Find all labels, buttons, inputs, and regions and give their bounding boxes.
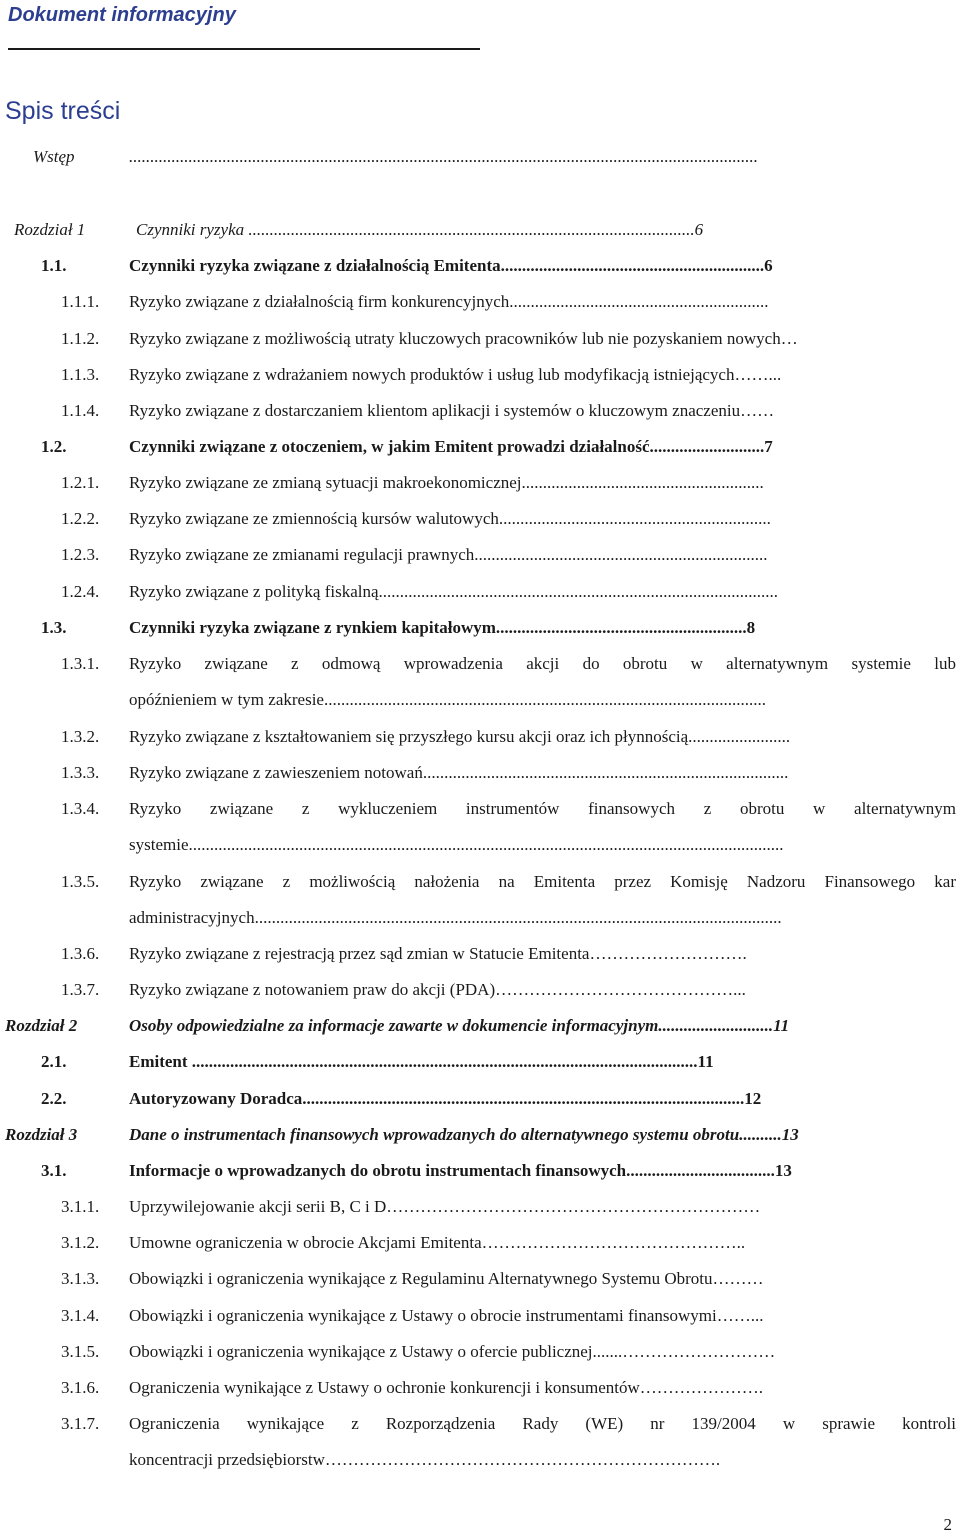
header-divider <box>8 48 480 50</box>
toc-entry-text-continued: systemie............................................................................................................................................ <box>129 835 784 854</box>
toc-entry-text: .................................................................................................................................................... <box>129 147 758 166</box>
toc-entry-text: Ryzyko związane z możliwością nałożenia na Emitenta przez Komisję Nadzoru Finansowego kar <box>129 872 956 891</box>
toc-entry-text: Ryzyko związane z polityką fiskalną.............................................................................................. <box>129 582 779 601</box>
toc-entry-text: Ryzyko związane ze zmianami regulacji prawnych..................................................................... <box>129 545 768 564</box>
toc-entry[interactable] <box>0 254 960 290</box>
toc-entry-number: 1.2. <box>41 437 67 456</box>
toc-entry-text: Czynniki ryzyka związane z rynkiem kapitałowym...........................................................8 <box>129 618 756 637</box>
toc-entry[interactable] <box>0 1159 960 1195</box>
toc-entry-text: Ryzyko związane z wdrażaniem nowych produktów i usług lub modyfikacją istniejących……... <box>129 365 782 384</box>
toc-entry[interactable] <box>0 1014 960 1050</box>
toc-entry[interactable] <box>0 870 960 927</box>
toc-entry-number: 3.1.5. <box>61 1342 100 1361</box>
toc-entry-text: Autoryzowany Doradca........................................................................................................12 <box>129 1089 762 1108</box>
toc-entry[interactable] <box>0 1087 960 1123</box>
toc-entry-number: 3.1.7. <box>61 1414 100 1433</box>
toc-entry-text: Ryzyko związane z kształtowaniem się przyszłego kursu akcji oraz ich płynnością........................ <box>129 727 791 746</box>
toc-entry-text: Ryzyko związane z odmową wprowadzenia akcji do obrotu w alternatywnym systemie lub <box>129 654 956 673</box>
document-header: Dokument informacyjny <box>8 4 236 26</box>
toc-entry[interactable] <box>0 978 960 1014</box>
toc-entry-text: Dane o instrumentach finansowych wprowadzanych do alternatywnego systemu obrotu..........13 <box>129 1125 799 1144</box>
toc-entry-text: Ryzyko związane z notowaniem praw do akcji (PDA)……………………………………... <box>129 980 746 999</box>
toc-title: Spis treści <box>5 97 121 125</box>
toc-entry[interactable] <box>0 507 960 543</box>
toc-entry[interactable] <box>0 1231 960 1267</box>
toc-entry-number: 1.1.2. <box>61 329 100 348</box>
toc-entry[interactable] <box>0 1123 960 1159</box>
toc-entry-text-continued: opóźnieniem w tym zakresie........................................................................................................ <box>129 690 766 709</box>
toc-entry-text: Emitent .......................................................................................................................11 <box>129 1052 714 1071</box>
toc-entry-text: Obowiązki i ograniczenia wynikające z Regulaminu Alternatywnego Systemu Obrotu……… <box>129 1269 764 1288</box>
toc-entry-number: 3.1.1. <box>61 1197 100 1216</box>
toc-entry-text: Ryzyko związane ze zmianą sytuacji makroekonomicznej......................................................... <box>129 473 764 492</box>
toc-entry-number: Rozdział 2 <box>5 1016 78 1035</box>
toc-entry[interactable] <box>0 797 960 854</box>
toc-entry-text: Ograniczenia wynikające z Ustawy o ochronie konkurencji i konsumentów…………………. <box>129 1378 764 1397</box>
toc-entry-text: Osoby odpowiedzialne za informacje zawarte w dokumencie informacyjnym...........................11 <box>129 1016 790 1035</box>
toc-entry[interactable] <box>0 543 960 579</box>
toc-entry-text: Ryzyko związane ze zmiennością kursów walutowych................................................................ <box>129 509 771 528</box>
toc-entry[interactable] <box>0 1376 960 1412</box>
toc-entry-number: 1.2.4. <box>61 582 100 601</box>
toc-entry-text: Obowiązki i ograniczenia wynikające z Ustawy o obrocie instrumentami finansowymi……... <box>129 1306 764 1325</box>
toc-entry-text: Ryzyko związane z dostarczaniem klientom aplikacji i systemów o kluczowym znaczeniu…… <box>129 401 775 420</box>
toc-entry[interactable] <box>0 435 960 471</box>
toc-entry[interactable] <box>0 327 960 363</box>
toc-entry-text: Ryzyko związane z możliwością utraty kluczowych pracowników lub nie pozyskaniem nowych… <box>129 329 798 348</box>
toc-entry-number: 3.1.6. <box>61 1378 100 1397</box>
toc-entry-number: 1.3.6. <box>61 944 100 963</box>
toc-entry-number: 1.1.1. <box>61 292 100 311</box>
toc-entry[interactable] <box>0 580 960 616</box>
toc-entry-text-continued: koncentracji przedsiębiorstw……………………………………………………………. <box>129 1450 721 1469</box>
toc-entry-text: Ryzyko związane z wykluczeniem instrumentów finansowych z obrotu w alternatywnym <box>129 799 956 818</box>
toc-entry[interactable] <box>0 652 960 709</box>
toc-entry-text: Informacje o wprowadzanych do obrotu instrumentach finansowych...................................13 <box>129 1161 792 1180</box>
toc-entry[interactable] <box>0 363 960 399</box>
toc-entry[interactable] <box>0 290 960 326</box>
toc-entry[interactable] <box>0 1267 960 1303</box>
toc-entry-text: Obowiązki i ograniczenia wynikające z Ustawy o ofercie publicznej.......……………………… <box>129 1342 776 1361</box>
toc-entry-number: 2.2. <box>41 1089 67 1108</box>
toc-entry-number: Rozdział 1 <box>14 220 86 239</box>
toc-entry-number: Rozdział 3 <box>5 1125 78 1144</box>
toc-entry[interactable] <box>0 1304 960 1340</box>
toc-entry-text: Ryzyko związane z rejestracją przez sąd zmian w Statucie Emitenta………………………. <box>129 944 747 963</box>
toc-entry[interactable] <box>0 399 960 435</box>
toc-entry-number: 3.1.2. <box>61 1233 100 1252</box>
toc-entry[interactable] <box>0 1340 960 1376</box>
toc-entry[interactable] <box>0 471 960 507</box>
toc-entry[interactable] <box>0 616 960 652</box>
toc-entry-number: 1.3.5. <box>61 872 100 891</box>
toc-entry-number: Wstęp <box>33 147 75 166</box>
toc-entry-number: 3.1. <box>41 1161 67 1180</box>
toc-entry-number: 1.3.4. <box>61 799 100 818</box>
toc-entry-number: 1.3. <box>41 618 67 637</box>
toc-entry[interactable] <box>0 218 960 254</box>
toc-entry-number: 1.2.3. <box>61 545 100 564</box>
toc-entry-number: 1.2.1. <box>61 473 100 492</box>
toc-entry[interactable] <box>0 145 960 181</box>
toc-entry[interactable] <box>0 942 960 978</box>
toc-entry-number: 1.3.7. <box>61 980 100 999</box>
page-number: 2 <box>943 1515 952 1534</box>
toc-entry-number: 1.3.3. <box>61 763 100 782</box>
toc-entry-number: 1.1. <box>41 256 67 275</box>
toc-entry-number: 1.1.4. <box>61 401 100 420</box>
toc-entry-number: 3.1.3. <box>61 1269 100 1288</box>
toc-entry-number: 1.1.3. <box>61 365 100 384</box>
toc-entry-number: 3.1.4. <box>61 1306 100 1325</box>
toc-entry-text: Uprzywilejowanie akcji serii B, C i D………………………………………………………… <box>129 1197 761 1216</box>
toc-entry-text: Czynniki ryzyka .........................................................................................................6 <box>136 220 704 239</box>
toc-entry-number: 1.2.2. <box>61 509 100 528</box>
toc-entry[interactable] <box>0 1412 960 1469</box>
toc-entry-number: 2.1. <box>41 1052 67 1071</box>
toc-entry-text: Czynniki ryzyka związane z działalnością Emitenta..............................................................6 <box>129 256 773 275</box>
toc-entry[interactable] <box>0 1050 960 1086</box>
toc-entry[interactable] <box>0 761 960 797</box>
toc-entry-text: Ryzyko związane z działalnością firm konkurencyjnych............................................................. <box>129 292 769 311</box>
toc-entry-text: Ograniczenia wynikające z Rozporządzenia Rady (WE) nr 139/2004 w sprawie kontroli <box>129 1414 956 1433</box>
toc-entry-number: 1.3.2. <box>61 727 100 746</box>
toc-entry-text: Ryzyko związane z zawieszeniem notowań...................................................................................... <box>129 763 789 782</box>
toc-entry[interactable] <box>0 1195 960 1231</box>
toc-entry-text: Umowne ograniczenia w obrocie Akcjami Emitenta……………………………………….. <box>129 1233 746 1252</box>
toc-entry[interactable] <box>0 725 960 761</box>
toc-entry-number: 1.3.1. <box>61 654 100 673</box>
toc-entry-text: Czynniki związane z otoczeniem, w jakim Emitent prowadzi działalność...........................7 <box>129 437 773 456</box>
toc-entry-text-continued: administracyjnych............................................................................................................................ <box>129 908 782 927</box>
